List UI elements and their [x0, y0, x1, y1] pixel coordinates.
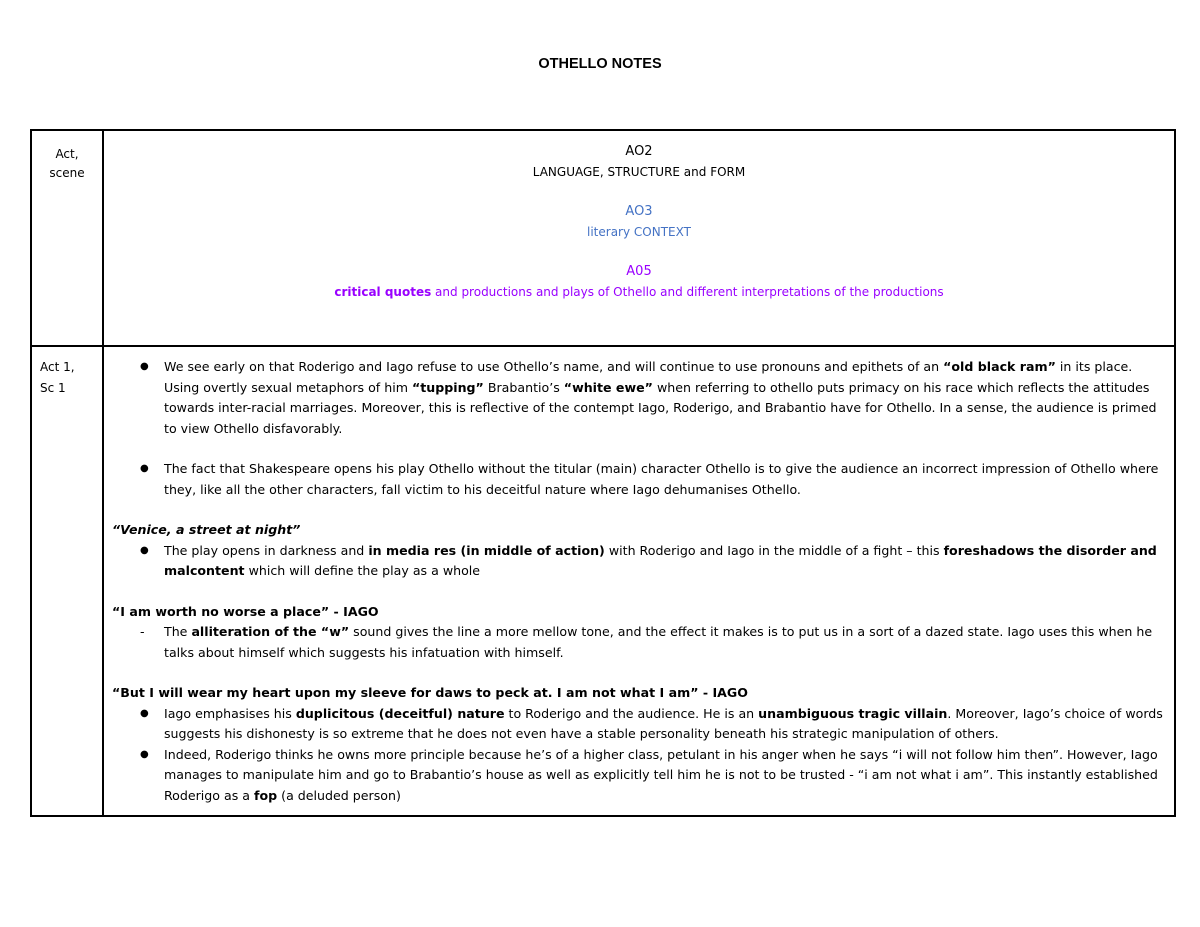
notes-table	[30, 129, 1176, 817]
note-text: Iago emphasises his	[164, 705, 296, 721]
note-text: (a deluded person)	[277, 787, 401, 803]
note-text: . Moreover, Iago’s choice of words suggests his dishonesty is so extreme that he does not even have a stable personality beneath his strategic manipulation of others.	[164, 705, 1163, 741]
note-text: Indeed, Roderigo thinks he owns more principle because he’s of a higher class, petulant in his anger when he says “i will not follow him then”. However, Iago manages to manipulate him and go to Brabantio’s house as well as explicitly tell him he is not to be trusted - “i am not what i am”. This instantly established Roderigo as a	[164, 746, 1158, 803]
quote-heading: “Venice, a street at night”	[112, 522, 301, 537]
quote1-list	[112, 541, 1164, 582]
key-term: foreshadows the disorder and malcontent	[164, 542, 1157, 578]
quote2-list	[112, 622, 1164, 663]
sc1-label: Sc 1	[40, 380, 66, 395]
note-text: sound gives the line a more mellow tone, and the effect it makes is to put us in a sort of a dazed state. Iago uses this when he talks about himself which suggests his infatuation with himself.	[164, 624, 1153, 660]
note-text: with Roderigo and Iago in the middle of a fight – this	[604, 542, 944, 558]
note-text: The fact that Shakespeare opens his play Othello without the titular (main) character Othello is to give the audience an incorrect impression of Othello where they, like all the other characters, fall victim to his deceitful nature where Iago dehumanises Othello.	[164, 461, 1159, 497]
key-term: fop	[254, 787, 278, 803]
note-text: which will define the play as a whole	[244, 563, 481, 578]
ao3-title: AO3	[625, 204, 653, 219]
ao2-title: AO2	[625, 144, 653, 159]
list-item	[112, 622, 1164, 663]
ao5-subtitle	[104, 282, 1174, 302]
quote-text: “white ewe”	[563, 379, 653, 395]
bullet-icon: ●	[140, 544, 149, 556]
bullet-icon: ●	[140, 463, 149, 474]
list-item	[112, 541, 1164, 582]
act-label: Act,	[55, 147, 79, 161]
header-row	[31, 130, 1175, 346]
act1-left-cell	[31, 346, 103, 816]
note-text: in its place. Using overtly sexual metaphors of him	[164, 359, 1133, 395]
header-right-cell	[103, 130, 1175, 346]
scene-label: scene	[49, 166, 85, 180]
note-text: when referring to othello puts primacy on his race which reflects the attitudes towards inter-racial marriages. Moreover, this is reflective of the contempt Iago, Roderigo, and Brabantio have for Othello. In a sense, the audience is primed to view Othello disfavorably.	[164, 379, 1157, 436]
intro-list	[112, 357, 1164, 439]
quote-text: “tupping”	[411, 379, 484, 395]
bullet-icon: ●	[140, 748, 149, 760]
list-item	[112, 459, 1164, 500]
key-term: alliteration of the “w”	[191, 624, 350, 639]
ao5-subtitle-bold: critical quotes	[334, 285, 432, 299]
page-title: OTHELLO NOTES	[538, 56, 662, 72]
note-text: The	[164, 624, 192, 639]
act1-label: Act 1,	[40, 360, 75, 374]
act1-notes-cell	[103, 346, 1175, 816]
bullet-icon: ●	[140, 707, 149, 719]
ao5-title: A05	[626, 264, 652, 279]
act1-scene1-row	[31, 346, 1175, 816]
note-text: Brabantio’s	[483, 379, 564, 395]
key-term: in media res (in middle of action)	[368, 542, 605, 558]
dash-icon: -	[140, 624, 145, 639]
list-item	[112, 745, 1164, 807]
header-left-cell	[31, 130, 103, 346]
note-text: We see early on that Roderigo and Iago refuse to use Othello’s name, and will continue to use pronouns and epithets of an	[164, 359, 944, 374]
ao2-subtitle: LANGUAGE, STRUCTURE and FORM	[532, 165, 746, 179]
note-text: to Roderigo and the audience. He is an	[504, 705, 759, 721]
bullet-icon: ●	[140, 361, 149, 372]
quote3-list	[112, 704, 1164, 807]
key-term: unambiguous tragic villain	[758, 705, 948, 721]
ao3-subtitle: literary CONTEXT	[587, 225, 691, 239]
list-item	[112, 704, 1164, 745]
quote-heading: “But I will wear my heart upon my sleeve for daws to peck at. I am not what I am” - IAGO	[112, 685, 748, 700]
note-text: The play opens in darkness and	[164, 542, 369, 558]
ao5-subtitle-rest: and productions and plays of Othello and different interpretations of the productions	[431, 285, 944, 299]
quote-text: “old black ram”	[943, 359, 1056, 374]
list-item	[112, 357, 1164, 439]
key-term: duplicitous (deceitful) nature	[295, 705, 505, 721]
quote-heading: “I am worth no worse a place” - IAGO	[112, 603, 379, 619]
opening-list	[112, 459, 1164, 500]
